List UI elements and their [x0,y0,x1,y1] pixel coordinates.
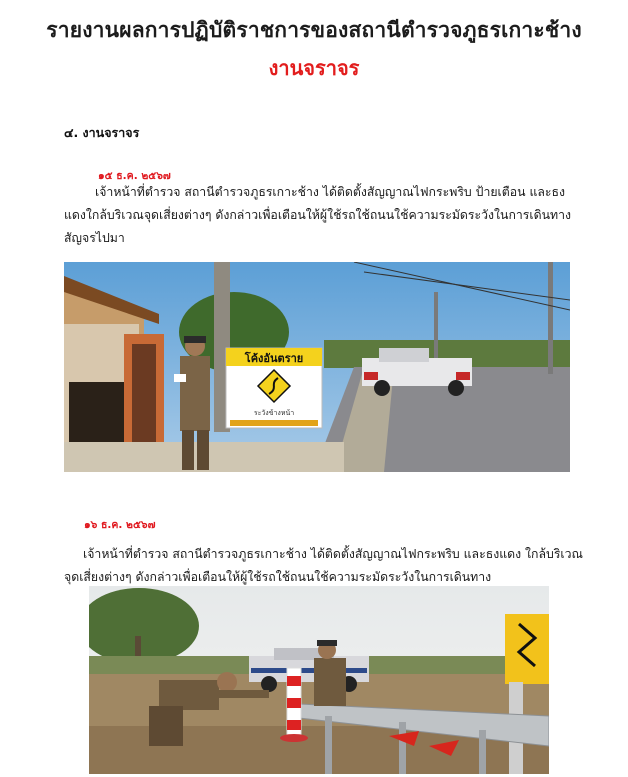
entry-paragraph: เจ้าหน้าที่ตำรวจ สถานีตำรวจภูธรเกาะช้าง ได้ติดตั้งสัญญาณไฟกระพริบ และธงแดง ใกล้บริเวณจุดเสี่ยงต่างๆ ดังกล่าวเพื่อเตือนให้ผู้ใช้รถใช้ถนนใช้ความระมัดระวังในการเดินทาง [64,547,583,584]
report-subtitle: งานจราจร [268,56,360,80]
sign-top-text: โค้งอันตราย [244,352,304,365]
sign-bottom-text: ระวังข้างหน้า [253,409,295,417]
photo-police-installing-sign [64,262,570,472]
report-title: รายงานผลการปฏิบัติราชการของสถานีตำรวจภูธรเกาะช้าง [46,18,582,42]
photo-police-installing-post [89,586,549,774]
entry-date: ๑๖ ธ.ค. ๒๕๖๗ [84,519,156,531]
entry-date: ๑๕ ธ.ค. ๒๕๖๗ [98,170,171,182]
section-heading: ๔. งานจราจร [64,125,140,140]
entry-paragraph: เจ้าหน้าที่ตำรวจ สถานีตำรวจภูธรเกาะช้าง ได้ติดตั้งสัญญาณไฟกระพริบ ป้ายเตือน และธงแดงใกล้บริเวณจุดเสี่ยงต่างๆ ดังกล่าวเพื่อเตือนให้ผู้ใช้รถใช้ถนนใช้ความระมัดระวังในการเดินทางสัญจรไปมา [64,185,572,245]
